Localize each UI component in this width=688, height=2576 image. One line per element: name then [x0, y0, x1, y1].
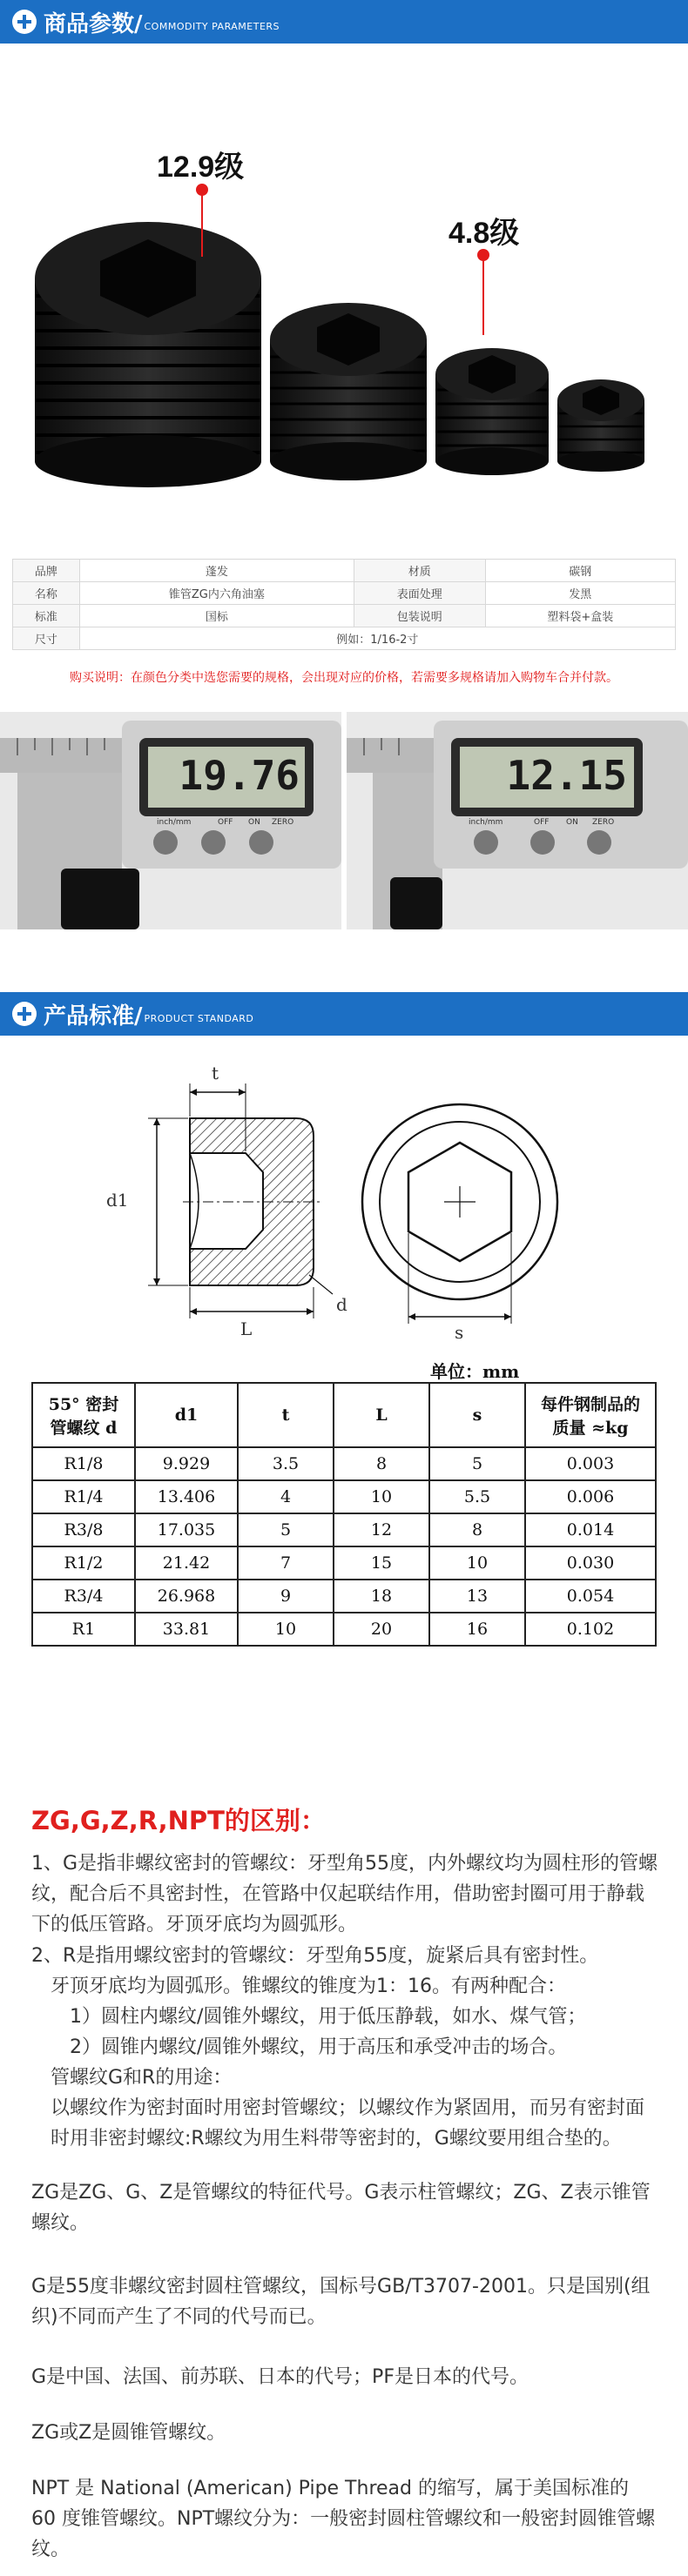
table-cell: 0.102 [525, 1613, 656, 1646]
table-cell: 0.006 [525, 1480, 656, 1513]
dim-label-d1: d1 [106, 1190, 129, 1211]
caliper-on-label: ON [566, 818, 578, 827]
table-cell: R1/2 [32, 1546, 135, 1580]
spec-key: 标准 [13, 605, 80, 627]
column-header: 55° 密封 管螺纹 d [32, 1383, 135, 1447]
plus-circle-icon [12, 10, 37, 34]
paragraph-g-countries: G是中国、法国、前苏联、日本的代号；PF是日本的代号。 [31, 2366, 529, 2388]
paragraph-g: 1、G是指非螺纹密封的管螺纹：牙型角55度，内外螺纹均为圆柱形的管螺纹，配合后不具密封性，在管路中仅起联结作用，借助密封圈可用于静载下的低压管路。牙顶牙底均为圆弧形。 [31, 1853, 658, 1935]
plug-drawing [131, 1066, 566, 1345]
table-cell: 0.030 [525, 1546, 656, 1580]
table-cell: 17.035 [135, 1513, 238, 1546]
spec-key: 包装说明 [354, 605, 485, 627]
spec-value: 蓬发 [79, 560, 354, 582]
dim-label-t: t [212, 1063, 219, 1083]
paragraph-r [31, 1941, 658, 2154]
paragraph-line: 1）圆柱内螺纹/圆锥外螺纹，用于低压静载，如水、煤气管； [70, 2006, 587, 2028]
differences-title: ZG,G,Z,R,NPT的区别： [31, 1806, 326, 1835]
section-header-standard [0, 992, 688, 1036]
table-cell: 33.81 [135, 1613, 238, 1646]
grade-label-12-9: 12.9级 [157, 151, 245, 184]
table-cell: 26.968 [135, 1580, 238, 1613]
spec-value: 发黑 [485, 582, 675, 605]
table-cell: 5.5 [429, 1480, 525, 1513]
caliper-zero-label: ZERO [592, 818, 615, 827]
paragraph-line: 牙顶牙底均为圆弧形。锥螺纹的锥度为1：16。有两种配合： [51, 1976, 566, 1997]
hex-plugs-illustration [0, 44, 688, 531]
spec-value: 塑料袋+盒装 [485, 605, 675, 627]
table-cell: 5 [429, 1447, 525, 1480]
caliper-photo-left [0, 712, 341, 929]
table-cell: 5 [238, 1513, 334, 1546]
caliper-off-label: OFF [218, 818, 233, 827]
section-subtitle: PRODUCT STANDARD [144, 1013, 254, 1024]
caliper-illustration [347, 712, 688, 929]
column-header: 每件钢制品的 质量 ≈kg [525, 1383, 656, 1447]
technical-drawing [106, 1063, 566, 1348]
product-photo [0, 44, 688, 531]
table-cell: 9.929 [135, 1447, 238, 1480]
spec-key: 材质 [354, 560, 485, 582]
table-cell: 21.42 [135, 1546, 238, 1580]
caliper-units: inch/mm [469, 818, 503, 827]
spec-table [12, 559, 676, 650]
spec-value: 锥管ZG内六角油塞 [79, 582, 354, 605]
table-cell: 8 [429, 1513, 525, 1546]
table-row [13, 560, 676, 582]
table-cell: 7 [238, 1546, 334, 1580]
paragraph-zg-cone: ZG或Z是圆锥管螺纹。 [31, 2422, 226, 2444]
caliper-reading: 12.15 [506, 752, 627, 799]
paragraph-line: 以螺纹作为密封面时用密封管螺纹；以螺纹作为紧固用，而另有密封面时用非密封螺纹:R螺纹为用生料带等密封的，G螺纹要用组合垫的。 [51, 2097, 645, 2150]
table-cell: 0.054 [525, 1580, 656, 1613]
table-cell: 0.003 [525, 1447, 656, 1480]
caliper-units: inch/mm [157, 818, 192, 827]
table-cell: R1 [32, 1613, 135, 1646]
table-cell: 13 [429, 1580, 525, 1613]
dim-label-s: s [455, 1322, 464, 1343]
table-cell: 18 [334, 1580, 429, 1613]
section-header-params [0, 0, 688, 44]
section-subtitle: COMMODITY PARAMETERS [144, 21, 280, 32]
table-cell: R3/4 [32, 1580, 135, 1613]
column-header: L [334, 1383, 429, 1447]
table-cell: 8 [334, 1447, 429, 1480]
table-cell: 4 [238, 1480, 334, 1513]
column-header: d1 [135, 1383, 238, 1447]
dim-label-L: L [240, 1318, 253, 1339]
table-cell: 12 [334, 1513, 429, 1546]
table-header-row [32, 1383, 656, 1447]
column-header: s [429, 1383, 525, 1447]
table-row [32, 1480, 656, 1513]
caliper-on-label: ON [248, 818, 260, 827]
unit-label: 单位：mm [430, 1361, 520, 1382]
purchase-note: 购买说明：在颜色分类中选您需要的规格，会出现对应的价格，若需要多规格请加入购物车合并付款。 [70, 671, 618, 685]
section-title: 产品标准/ [44, 1003, 143, 1030]
spec-value: 例如：1/16-2寸 [79, 627, 675, 650]
caliper-zero-label: ZERO [272, 818, 294, 827]
spec-key: 尺寸 [13, 627, 80, 650]
dim-label-d: d [336, 1294, 347, 1315]
table-cell: 13.406 [135, 1480, 238, 1513]
table-cell: 10 [429, 1546, 525, 1580]
table-cell: 10 [238, 1613, 334, 1646]
section-title: 商品参数/ [44, 10, 143, 37]
table-cell: 9 [238, 1580, 334, 1613]
table-cell: R3/8 [32, 1513, 135, 1546]
caliper-reading: 19.76 [179, 752, 300, 799]
paragraph-g55: G是55度非螺纹密封圆柱管螺纹，国标号GB/T3707-2001。只是国别(组织)不同而产生了不同的代号而已。 [31, 2276, 651, 2328]
table-cell: 15 [334, 1546, 429, 1580]
table-row [32, 1447, 656, 1480]
paragraph-line: 2）圆锥内螺纹/圆锥外螺纹，用于高压和承受冲击的场合。 [70, 2036, 568, 2058]
caliper-photo-right [347, 712, 688, 929]
table-row [13, 582, 676, 605]
spec-key: 品牌 [13, 560, 80, 582]
table-cell: R1/4 [32, 1480, 135, 1513]
table-cell: 16 [429, 1613, 525, 1646]
table-cell: 20 [334, 1613, 429, 1646]
table-cell: R1/8 [32, 1447, 135, 1480]
paragraph-line: 管螺纹G和R的用途： [51, 2067, 233, 2089]
spec-value: 碳钢 [485, 560, 675, 582]
table-cell: 3.5 [238, 1447, 334, 1480]
table-cell: 10 [334, 1480, 429, 1513]
table-row [32, 1613, 656, 1646]
table-cell: 0.014 [525, 1513, 656, 1546]
table-row [32, 1513, 656, 1546]
caliper-off-label: OFF [534, 818, 550, 827]
spec-key: 名称 [13, 582, 80, 605]
standard-table [31, 1382, 657, 1647]
spec-key: 表面处理 [354, 582, 485, 605]
paragraph-npt: NPT 是 National (American) Pipe Thread 的缩写，属于美国标准的 60 度锥管螺纹。NPT螺纹分为：一般密封圆柱管螺纹和一般密封圆锥管螺纹。 [31, 2478, 656, 2560]
table-row [32, 1546, 656, 1580]
grade-label-4-8: 4.8级 [449, 217, 520, 250]
paragraph-zg: ZG是ZG、G、Z是管螺纹的特征代号。G表示柱管螺纹；ZG、Z表示锥管螺纹。 [31, 2182, 651, 2234]
plus-circle-icon [12, 1002, 37, 1026]
column-header: t [238, 1383, 334, 1447]
table-row [13, 627, 676, 650]
paragraph-line: 2、R是指用螺纹密封的管螺纹：牙型角55度，旋紧后具有密封性。 [31, 1945, 599, 1967]
table-row [32, 1580, 656, 1613]
table-row [13, 605, 676, 627]
spec-value: 国标 [79, 605, 354, 627]
